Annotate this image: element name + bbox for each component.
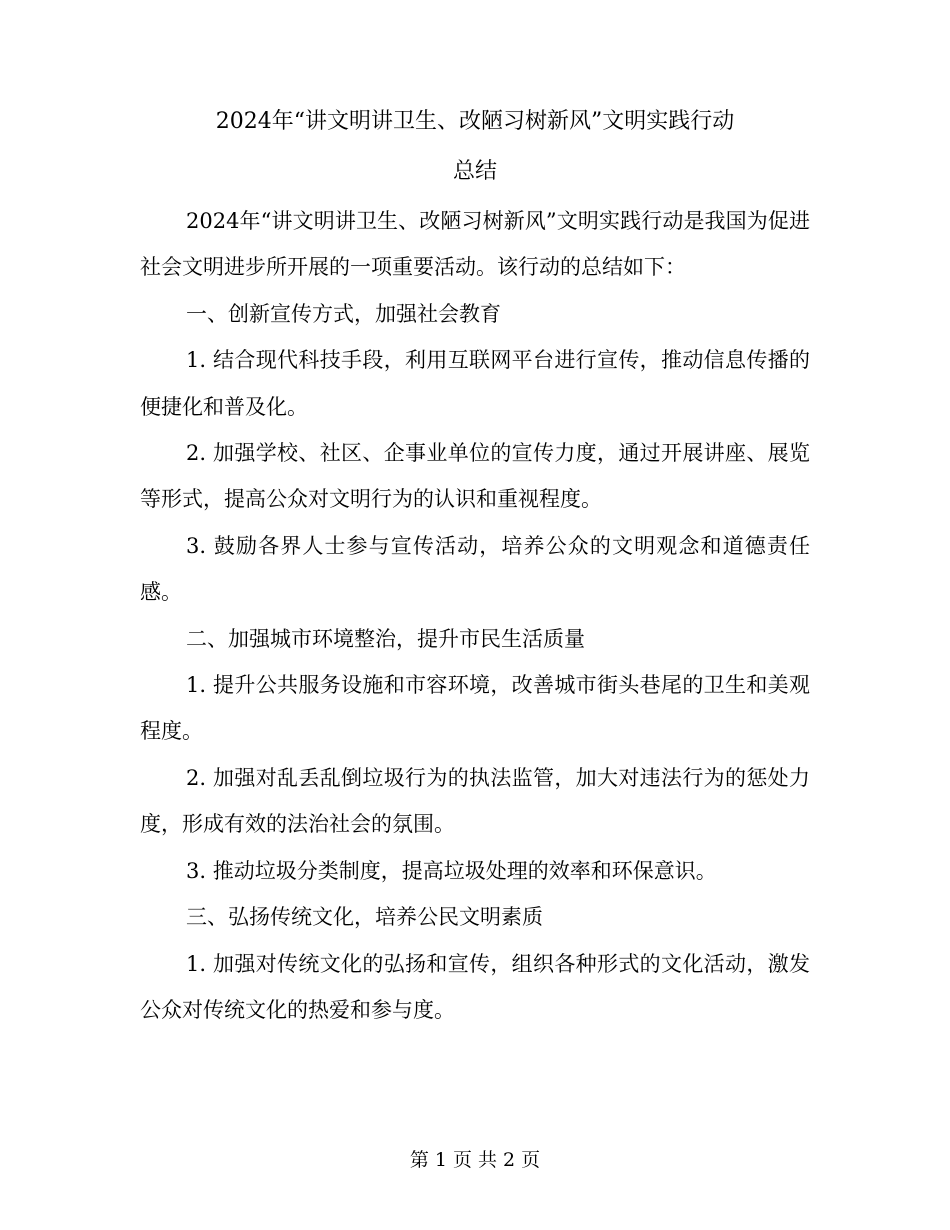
document-title-line-2: 总结 — [452, 159, 497, 184]
document-body — [140, 198, 810, 1033]
section-heading-2: 二、加强城市环境整治，提升市民生活质量 — [186, 626, 585, 651]
section-1-item-1: 1. 结合现代科技手段，利用互联网平台进行宣传，推动信息传播的便捷化和普及化。 — [140, 348, 810, 419]
section-1-item-3: 3. 鼓励各界人士参与宣传活动，培养公众的文明观念和道德责任感。 — [140, 533, 810, 605]
section-heading-3: 三、弘扬传统文化，培养公民文明素质 — [186, 905, 543, 930]
section-1-item-2: 2. 加强学校、社区、企事业单位的宣传力度，通过开展讲座、展览等形式，提高公众对文明行为的认识和重视程度。 — [140, 441, 810, 512]
intro-paragraph: 2024年“讲文明讲卫生、改陋习树新风”文明实践行动是我国为促进社会文明进步所开展的一项重要活动。该行动的总结如下： — [140, 209, 810, 280]
page-number-footer: 第 1 页 共 2 页 — [409, 1149, 541, 1171]
document-title-line-1: 2024年“讲文明讲卫生、改陋习树新风”文明实践行动 — [215, 109, 735, 134]
section-2-item-2: 2. 加强对乱丢乱倒垃圾行为的执法监管，加大对违法行为的惩处力度，形成有效的法治社会的氛围。 — [140, 765, 810, 837]
section-2-item-3: 3. 推动垃圾分类制度，提高垃圾处理的效率和环保意识。 — [186, 858, 717, 883]
section-heading-1: 一、创新宣传方式，加强社会教育 — [186, 301, 501, 326]
section-3-item-1: 1. 加强对传统文化的弘扬和宣传，组织各种形式的文化活动，激发公众对传统文化的热爱和参与度。 — [140, 951, 810, 1022]
section-2-item-1: 1. 提升公共服务设施和市容环境，改善城市街头巷尾的卫生和美观程度。 — [140, 673, 810, 744]
